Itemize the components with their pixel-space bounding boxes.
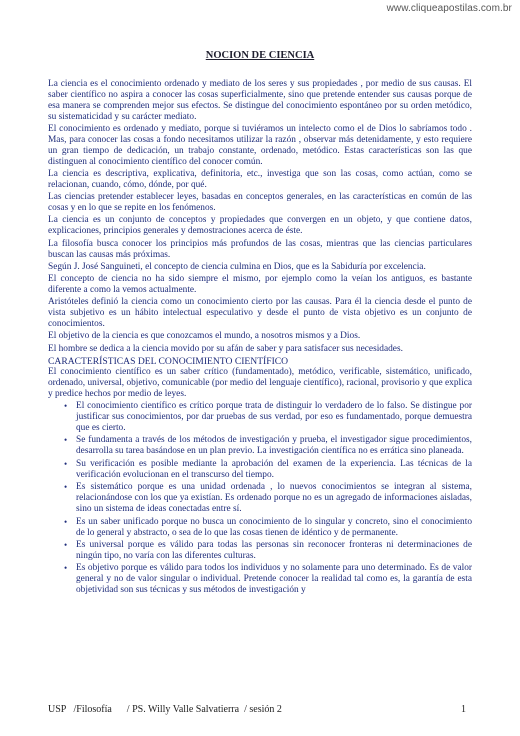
bullet-icon: • (64, 563, 68, 574)
section-heading: CARACTERÍSTICAS DEL CONOCIMIENTO CIENTÍFICO (48, 356, 289, 368)
paragraph: El objetivo de la ciencia es que conozcamos el mundo, a nosotros mismos y a Dios. (48, 331, 361, 342)
list-item (48, 459, 472, 481)
list-item (48, 435, 472, 457)
list-item-text: Es universal porque es válido para todas las personas sin reconocer fronteras ni determinaciones de ningún tipo, no varía con las diferentes culturas. (76, 540, 472, 561)
list-item-text: Su verificación es posible mediante la aprobación del examen de la experiencia. Las técnicas de la verificación evolucionan en el transcurso del tiempo. (76, 458, 472, 480)
list-item-text: Es un saber unificado porque no busca un conocimiento de lo singular y concreto, sino el conocimiento de lo general y abstracto, o sea de lo que las cosas tienen de idéntico y de permanente. (76, 516, 472, 538)
list-item-text: Es sistemático porque es una unidad ordenada , lo nuevos conocimientos se integran al sistema, relacionándose con los que ya existían. Es ordenado porque no es un agregado de informaciones aisladas, sino un sistema de ideas conectadas entre sí. (76, 482, 472, 515)
paragraph: El hombre se dedica a la ciencia movido por su afán de saber y para satisfacer sus necesidades. (48, 343, 403, 354)
list-item-text: Es objetivo porque es válido para todos los individuos y no solamente para uno determinado. Es de valor general y no de valor singular o individual. Pretende conocer la realidad tal como es, la garantía de esta objetividad son sus técnicas y sus métodos de investigación y (76, 563, 472, 596)
bullet-icon: • (64, 516, 68, 527)
page-number: 1 (461, 704, 466, 715)
paragraph: Aristóteles definió la ciencia como un conocimiento cierto por las causas. Para él la ciencia desde el punto de vista subjetivo es un hábito intelectual especulativo y desde el punto de vista objetivo es un conjunto de conocimientos. (48, 297, 472, 330)
paragraph: El concepto de ciencia no ha sido siempre el mismo, por ejemplo como la veían los antiguos, es bastante diferente a como la vemos actualmente. (48, 274, 472, 296)
characteristics-list (48, 401, 472, 596)
bullet-icon: • (64, 401, 68, 412)
bullet-icon: • (64, 482, 68, 493)
list-item-text: Se fundamenta a través de los métodos de investigación y prueba, el investigador sigue procedimientos, desarrolla su tarea basándose en un plan previo. La investigación científica no es errática sino planeada. (76, 435, 472, 457)
bullet-icon: • (64, 540, 68, 550)
paragraph: La filosofía busca conocer los principios más profundos de las cosas, mientras que las ciencias particulares buscan las causas más próximas. (48, 238, 472, 260)
section-intro: El conocimiento científico es un saber crítico (fundamentado), metódico, verificable, sistemático, unificado, ordenado, universal, objetivo, comunicable (por medio del lenguaje científico), racional, provisorio y que explica y predice hechos por medio de leyes. (48, 367, 472, 399)
bullet-icon: • (64, 435, 68, 446)
page-title: NOCION DE CIENCIA (205, 50, 315, 61)
list-item (48, 540, 472, 562)
list-item (48, 401, 472, 434)
document-page (48, 50, 472, 598)
list-item (48, 482, 472, 515)
paragraph: La ciencia es el conocimiento ordenado y mediato de los seres y sus propiedades , por medio de sus causas. El saber científico no aspira a conocer las cosas superficialmente, sino que pretende entender sus causas porque de esa manera se comprenden mejor sus efectos. Se distingue del conocimiento espontáneo por su orden metódico, su sistematicidad y su carácter mediato. (48, 79, 472, 122)
paragraph: Según J. José Sanguineti, el concepto de ciencia culmina en Dios, que es la Sabiduría por excelencia. (48, 261, 426, 272)
paragraph: Las ciencias pretender establecer leyes, basadas en conceptos generales, en las características en común de las cosas y en lo que se repite en los fenómenos. (48, 192, 472, 214)
bullet-icon: • (64, 458, 68, 469)
paragraph: La ciencia es un conjunto de conceptos y propiedades que convergen en un objeto, y que contiene datos, explicaciones, principios generales y demostraciones acerca de éste. (48, 215, 472, 237)
watermark-url: www.cliqueapostilas.com.br (386, 3, 512, 14)
paragraph: La ciencia es descriptiva, explicativa, definitoria, etc., investiga que son las cosas, como actúan, como se relacionan, cuando, cómo, dónde, por qué. (48, 169, 472, 190)
list-item-text: El conocimiento científico es crítico porque trata de distinguir lo verdadero de lo falso. Se distingue por justificar sus conocimientos, por dar pruebas de sus verdad, por eso es fundamentado, porque demuestra que es cierto. (76, 401, 472, 433)
list-item (48, 563, 472, 596)
footer-course-info: USP /Filosofía / PS. Willy Valle Salvatierra / sesión 2 (48, 704, 282, 715)
paragraph: El conocimiento es ordenado y mediato, porque si tuviéramos un intelecto como el de Dios lo sabríamos todo . Mas, para conocer las cosas a fondo necesitamos utilizar la razón , observar más detenidamente, y esto requiere un gran tiempo de dedicación, un trabajo constante, ordenado, metódico. Estas características son las que distinguen al conocimiento científico del conocer común. (48, 124, 472, 167)
list-item (48, 517, 472, 539)
